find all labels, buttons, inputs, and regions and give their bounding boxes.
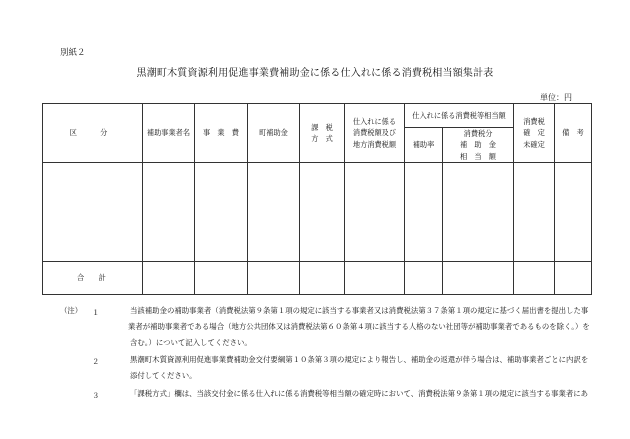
header-group-tax-equivalent: 仕入れに係る消費税等相当額: [405, 104, 514, 128]
total-row: [43, 262, 592, 295]
cell-remarks[interactable]: [555, 163, 592, 262]
header-tax-subsidy-amount: 消費税分 補 助 金 相 当 額: [443, 128, 514, 163]
cell-town-subsidy[interactable]: [248, 163, 300, 262]
total-tax-method[interactable]: [300, 262, 345, 295]
header-recipient: 補助事業者名: [143, 104, 195, 163]
cell-project-cost[interactable]: [195, 163, 248, 262]
note-2: [130, 352, 600, 384]
header-tax-method: 課 税 方 式: [300, 104, 345, 163]
total-input-tax[interactable]: [345, 262, 405, 295]
note-2-line-2: 添付してください。: [130, 371, 197, 380]
note-1-line-1: 当該補助金の補助事業者（消費税法第９条第１項の規定に該当する事業者又は消費税法第３７条第１項の規定に基づく届出書を提出した事: [130, 306, 589, 315]
cell-recipient[interactable]: [143, 163, 195, 262]
note-3-number: ３: [92, 391, 100, 400]
total-remarks[interactable]: [555, 262, 592, 295]
header-confirmed: 消費税 確 定 未確定: [514, 104, 555, 163]
total-subsidy-rate[interactable]: [405, 262, 443, 295]
cell-confirmed[interactable]: [514, 163, 555, 262]
header-subsidy-rate: 補助率: [405, 128, 443, 163]
total-confirmed[interactable]: [514, 262, 555, 295]
page-title: 黒潮町木質資源利用促進事業費補助金に係る仕入れに係る消費税相当額集計表: [136, 68, 494, 79]
cell-input-tax[interactable]: [345, 163, 405, 262]
note-2-line-1: 黒潮町木質資源利用促進事業費補助金交付要綱第１０条第３項の規定により報告し、補助金の返還が伴う場合は、補助事業者ごとに内訳を: [130, 355, 589, 364]
total-recipient[interactable]: [143, 262, 195, 295]
note-1: [130, 303, 600, 351]
note-3: [130, 386, 600, 402]
cell-tax-method[interactable]: [300, 163, 345, 262]
document-label: 別紙２: [60, 48, 86, 58]
summary-table: [42, 103, 592, 295]
table-row: [43, 163, 592, 262]
note-1-line-2: 業者が補助事業者である場合（地方公共団体又は消費税法第６０条第４項に該当する人格のない社団等が補助事業者であるものを除く。）を: [128, 322, 590, 331]
unit-label: 単位：円: [540, 93, 572, 102]
header-input-tax: 仕入れに係る 消費税額及び 地方消費税額: [345, 104, 405, 163]
total-project-cost[interactable]: [195, 262, 248, 295]
note-1-number: １: [92, 308, 100, 317]
notes-prefix: （注）: [60, 306, 83, 315]
header-category: 区 分: [43, 104, 143, 163]
note-1-line-3: 含む。）について記入してください。: [130, 338, 252, 347]
total-tax-subsidy-amount[interactable]: [443, 262, 514, 295]
note-2-number: ２: [92, 357, 100, 366]
total-label: 合 計: [43, 262, 143, 295]
cell-category[interactable]: [43, 163, 143, 262]
header-project-cost: 事 業 費: [195, 104, 248, 163]
header-town-subsidy: 町補助金: [248, 104, 300, 163]
cell-tax-subsidy-amount[interactable]: [443, 163, 514, 262]
header-remarks: 備 考: [555, 104, 592, 163]
total-town-subsidy[interactable]: [248, 262, 300, 295]
cell-subsidy-rate[interactable]: [405, 163, 443, 262]
note-3-line-1: 「課税方式」欄は、当該交付金に係る仕入れに係る消費税等相当額の確定時において、消費税法第９条第１項の規定に該当する事業者にあ: [130, 389, 589, 398]
